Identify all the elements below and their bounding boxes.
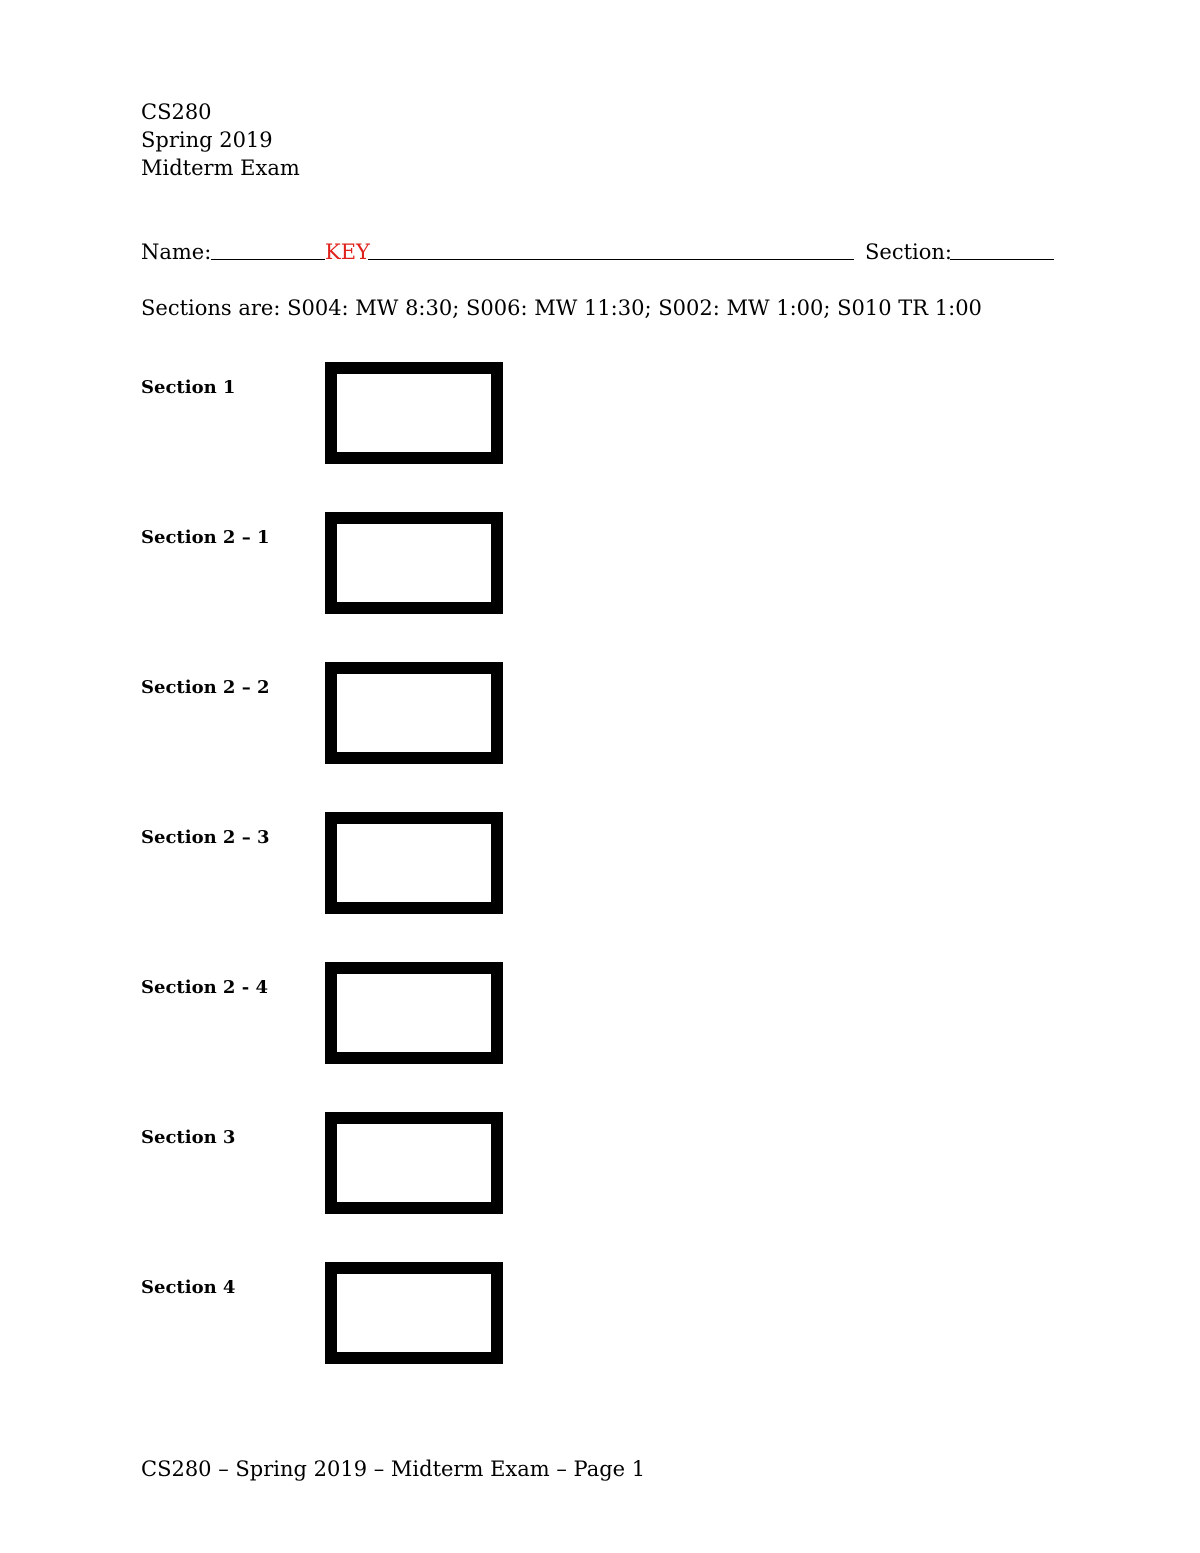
answer-box <box>325 1112 503 1214</box>
section-row <box>141 1275 541 1377</box>
answer-box <box>325 362 503 464</box>
answer-box <box>325 512 503 614</box>
answer-box <box>325 812 503 914</box>
section-row-label: Section 4 <box>141 1277 236 1298</box>
sections-note: Sections are: S004: MW 8:30; S006: MW 11:30; S002: MW 1:00; S010 TR 1:00 <box>141 296 982 320</box>
exam-title: Midterm Exam <box>141 156 300 180</box>
name-label: Name: <box>141 240 212 264</box>
answer-box <box>325 662 503 764</box>
section-blank <box>950 259 1054 260</box>
section-label: Section: <box>865 240 952 264</box>
section-row-label: Section 2 – 1 <box>141 527 270 548</box>
name-value: KEY <box>325 240 370 264</box>
name-section-row <box>141 237 1061 267</box>
answer-box <box>325 962 503 1064</box>
document-header <box>141 98 300 182</box>
section-row-label: Section 2 – 2 <box>141 677 270 698</box>
answer-box <box>325 1262 503 1364</box>
section-row <box>141 525 541 627</box>
section-row <box>141 825 541 927</box>
term: Spring 2019 <box>141 128 273 152</box>
section-row <box>141 975 541 1077</box>
section-row-label: Section 1 <box>141 377 236 398</box>
section-row <box>141 1125 541 1227</box>
course-code: CS280 <box>141 100 212 124</box>
page-footer: CS280 – Spring 2019 – Midterm Exam – Page 1 <box>141 1457 646 1481</box>
section-row-label: Section 2 - 4 <box>141 977 268 998</box>
name-blank-right <box>368 259 854 260</box>
section-row-label: Section 3 <box>141 1127 236 1148</box>
section-row-label: Section 2 – 3 <box>141 827 270 848</box>
section-row <box>141 675 541 777</box>
name-blank-left <box>211 259 325 260</box>
section-row <box>141 375 541 477</box>
